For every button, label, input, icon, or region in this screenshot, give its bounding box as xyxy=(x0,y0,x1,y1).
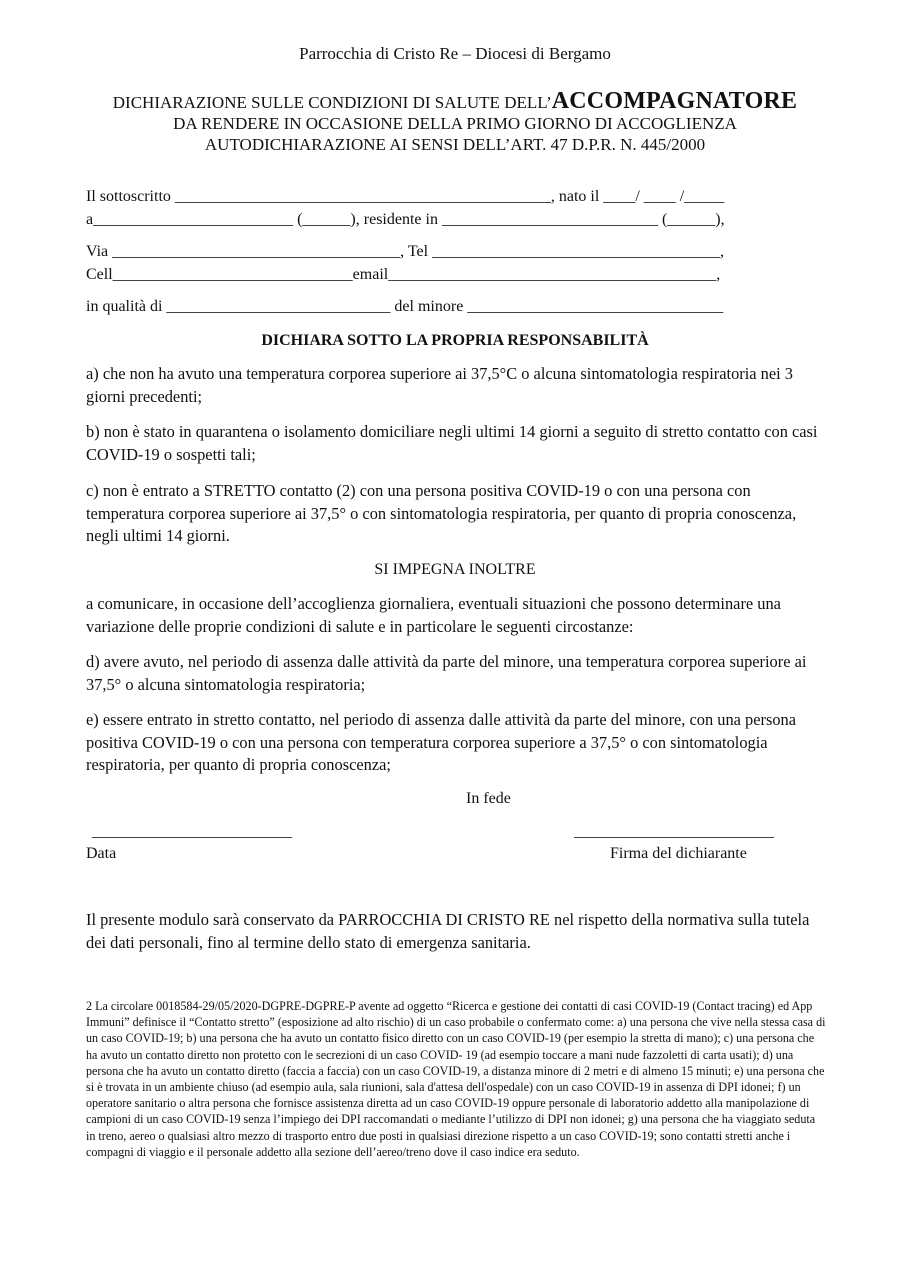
field-line-cell-email[interactable]: Cell______________________________email_________________________________________, xyxy=(86,266,721,283)
commitment-intro: a comunicare, in occasione dell’accoglienza giornaliera, eventuali situazioni che possono determinare una variazione delle proprie condizioni di salute e in particolare le seguenti circostanze: xyxy=(86,594,781,636)
commitment-heading: SI IMPEGNA INOLTRE xyxy=(374,561,536,578)
field-line-birthplace-residence[interactable]: a_________________________ (______), residente in ___________________________ (______), xyxy=(86,211,725,228)
footnote: 2 La circolare 0018584-29/05/2020-DGPRE-DGPRE-P avente ad oggetto “Ricerca e gestione dei contatti di casi COVID-19 (Contact tracing) ed App Immuni” definisce il “Contatto stretto” (esposizione ad alto rischio) di un caso probabile o confermato come: a) una persona che vive nella stessa casa di un caso COVID-19; b) una persona che ha avuto un contatto fisico diretto con un caso COVID-19 (per esempio la stretta di mano); c) una persona che ha avuto un contatto diretto non protetto con le secrezioni di un caso COVID- 19 (ad esempio toccare a mani nude fazzoletti di carta usati); d) una persona che ha avuto un contatto diretto (faccia a faccia) con un caso COVID-19, a distanza minore di 2 metri e di almeno 15 minuti; e) una persona che si è trovata in un ambiente chiuso (ad esempio aula, sala riunioni, sala d'attesa dell'ospedale) con un caso COVID-19 in assenza di DPI idonei; f) un operatore sanitario o altra persona che fornisce assistenza diretta ad un caso COVID-19 oppure personale di laboratorio addetto alla manipolazione di campioni di un caso COVID-19 senza l’impiego dei DPI raccomandati o mediante l’utilizzo di DPI non idonei; g) una persona che ha viaggiato seduta in treno, aereo o qualsiasi altro mezzo di trasporto entro due posti in qualsiasi direzione rispetto a un caso COVID-19; sono contatti stretti anche i compagni di viaggio e il personale addetto alla sezione dell’aereo/treno dove il caso indice era seduto. xyxy=(86,999,826,1159)
signature-label: Firma del dichiarante xyxy=(610,845,747,862)
document-subtitle-2: AUTODICHIARAZIONE AI SENSI DELL’ART. 47 D.P.R. N. 445/2000 xyxy=(204,135,706,154)
field-line-street-phone[interactable]: Via ____________________________________, Tel ____________________________________, xyxy=(86,243,725,260)
field-line-name-birth[interactable]: Il sottoscritto _______________________________________________, nato il ____/ ____ /_____ xyxy=(86,188,725,205)
declaration-heading: DICHIARA SOTTO LA PROPRIA RESPONSABILITÀ xyxy=(261,332,649,349)
privacy-note: Il presente modulo sarà conservato da PARROCCHIA DI CRISTO RE nel rispetto della normativa sulla tutela dei dati personali, fino al termine dello stato di emergenza sanitaria. xyxy=(86,910,810,952)
field-line-role-minor[interactable]: in qualità di ____________________________ del minore ________________________________ xyxy=(86,298,724,315)
declaration-item-b: b) non è stato in quarantena o isolamento domiciliare negli ultimi 14 giorni a seguito di stretto contatto con casi COVID-19 o sospetti tali; xyxy=(86,422,818,464)
signature-line[interactable]: _________________________ xyxy=(574,823,774,840)
document-title xyxy=(0,88,910,115)
title-prefix: DICHIARAZIONE SULLE CONDIZIONI DI SALUTE DELL’ xyxy=(112,93,552,112)
commitment-item-e: e) essere entrato in stretto contatto, nel periodo di assenza dalle attività da parte del minore, con una persona positiva COVID-19 o con una persona con temperatura corporea superiore a 37,5° o con sintomatologia respiratoria, per quanto di propria conoscenza; xyxy=(86,710,796,774)
date-line[interactable]: _________________________ xyxy=(92,823,292,840)
declaration-item-a: a) che non ha avuto una temperatura corporea superiore ai 37,5°C o alcuna sintomatologia respiratoria nei 3 giorni precedenti; xyxy=(86,364,793,406)
declaration-item-c: c) non è entrato a STRETTO contatto (2) con una persona positiva COVID-19 o con una persona con temperatura corporea superiore ai 37,5° o con sintomatologia respiratoria, per quanto di propria conoscenza, negli ultimi 14 giorni. xyxy=(86,481,797,545)
document-subtitle-1: DA RENDERE IN OCCASIONE DELLA PRIMO GIORNO DI ACCOGLIENZA xyxy=(173,114,737,133)
parish-name: Parrocchia di Cristo Re – Diocesi di Bergamo xyxy=(299,44,611,63)
commitment-item-d: d) avere avuto, nel periodo di assenza dalle attività da parte del minore, una temperatura corporea superiore ai 37,5° o alcuna sintomatologia respiratoria; xyxy=(86,652,807,694)
in-fede: In fede xyxy=(466,790,511,807)
title-emphasis: ACCOMPAGNATORE xyxy=(551,88,798,114)
date-label: Data xyxy=(86,845,117,862)
